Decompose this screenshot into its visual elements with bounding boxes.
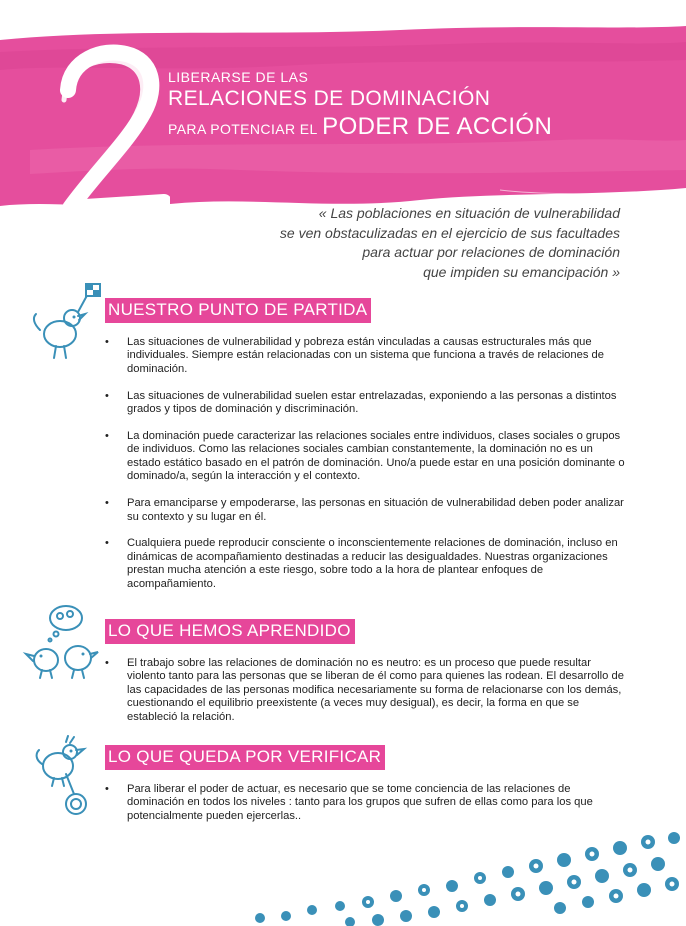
section-number: 2 bbox=[40, 42, 41, 43]
list-item: • Cualquiera puede reproducir consciente o inconscientemente relaciones de dominación, incluso en dinámicas de acompañamiento destinadas a reducir las desigualdades. Nuestras organizaciones prestan mucha atención a este riesgo, sobre todo a la hora de plantear enfoques de acompañamiento. bbox=[105, 537, 625, 591]
learned-list bbox=[105, 657, 625, 738]
list-item: • Las situaciones de vulnerabilidad y pobreza están vinculadas a causas estructurales más que individuales. Siempre están relacionadas con un sistema que funciona a través de relaciones de dominación. bbox=[105, 336, 625, 376]
list-item: • El trabajo sobre las relaciones de dominación no es neutro: es un proceso que puede resultar violento tanto para las personas que se liberan de él como para quienes las rodean. El desarrollo de las capacidades de las personas modifica necesariamente su forma de relacionarse con los demás, cuestionando el equilibrio preexistente (a veces muy desigual), es decir, la forma en que se estableció la relación. bbox=[105, 657, 625, 724]
decorative-dots bbox=[220, 820, 686, 926]
quote-line-1: « Las poblaciones en situación de vulnerabilidad bbox=[318, 205, 620, 221]
title-line-2: RELACIONES DE DOMINACIÓN bbox=[168, 87, 491, 110]
title-line-3 bbox=[168, 112, 552, 145]
quote-line-2: se ven obstaculizadas en el ejercicio de sus facultades bbox=[279, 224, 620, 241]
starting-point-list bbox=[105, 336, 625, 605]
section-number-graphic bbox=[40, 42, 170, 227]
quote-line-3: para actuar por relaciones de dominación bbox=[362, 244, 620, 260]
page-title bbox=[168, 68, 552, 145]
quote-line-4: que impiden su emancipación » bbox=[423, 263, 620, 280]
intro-quote bbox=[200, 204, 620, 282]
title-line-1: LIBERARSE DE LAS bbox=[168, 69, 309, 85]
bird-magnifier-icon bbox=[30, 734, 100, 818]
list-item: • Para liberar el poder de actuar, es necesario que se tome conciencia de las relaciones de dominación en todos los niveles : tanto para los grupos que sufren de ellas como para los que potencialmente pueden ejercerlas.. bbox=[105, 783, 625, 823]
list-item: • La dominación puede caracterizar las relaciones sociales entre individuos, clases sociales o grupos de individuos. Como las relaciones sociales cambian constantemente, la dominación no es un estado estático basado en el patrón de dominación. Uno/a puede estar en una posición dominante o dominado/a, según la interacción y el contexto. bbox=[105, 430, 625, 484]
list-item: • Para emanciparse y empoderarse, las personas en situación de vulnerabilidad deben poder analizar su contexto y su lugar en él. bbox=[105, 497, 625, 524]
title-line-3-small: PARA POTENCIAR EL bbox=[168, 121, 318, 137]
section-heading-learned: LO QUE HEMOS APRENDIDO bbox=[105, 619, 355, 644]
birds-thinking-icon bbox=[20, 600, 104, 680]
bird-flag-icon bbox=[28, 282, 102, 364]
section-heading-to-verify: LO QUE QUEDA POR VERIFICAR bbox=[105, 745, 385, 770]
list-item: • Las situaciones de vulnerabilidad suelen estar entrelazadas, exponiendo a las personas a distintos grados y tipos de dominación y discriminación. bbox=[105, 390, 625, 417]
section-heading-starting-point: NUESTRO PUNTO DE PARTIDA bbox=[105, 298, 371, 323]
title-line-3-big: PODER DE ACCIÓN bbox=[322, 113, 553, 140]
